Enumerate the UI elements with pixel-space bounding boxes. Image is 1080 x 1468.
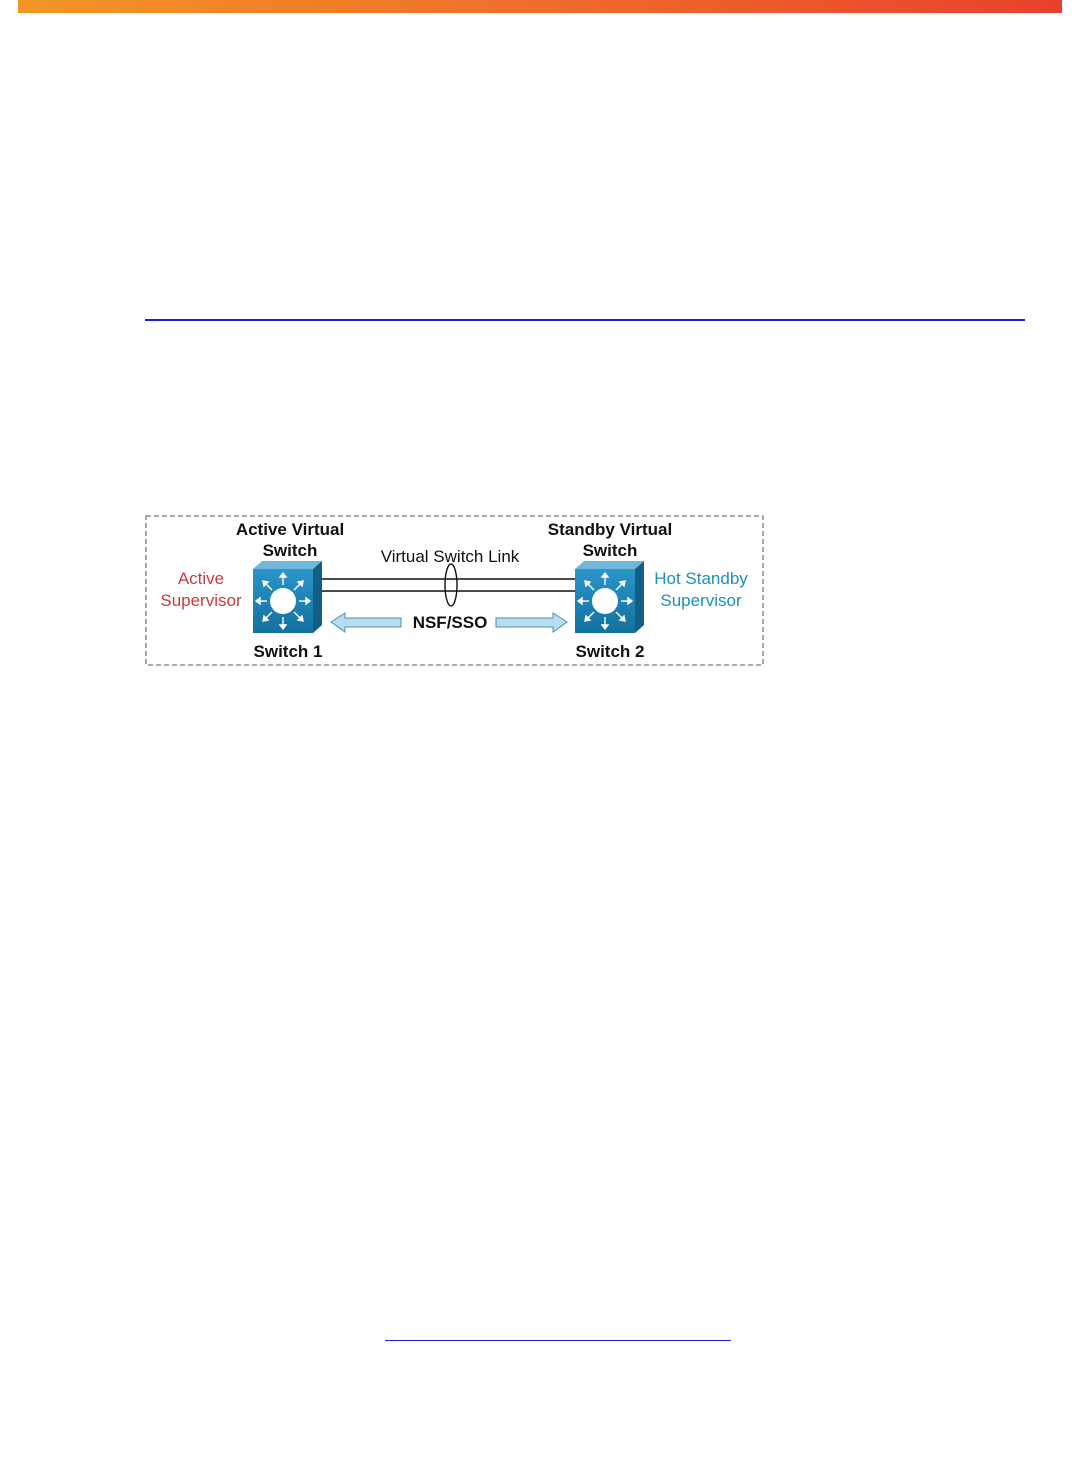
switch1-role-line1: Active Virtual <box>235 520 345 539</box>
header-accent-bar <box>18 0 1062 13</box>
switch-icon <box>575 561 644 633</box>
switch1-supervisor-line2: Supervisor <box>160 591 242 610</box>
switch2-supervisor-line1: Hot Standby <box>654 569 748 588</box>
switch2-role-line2: Switch <box>582 541 638 560</box>
vss-diagram <box>145 515 765 667</box>
nsf-sso-label: NSF/SSO <box>412 613 488 632</box>
switch1-supervisor-line1: Active <box>177 569 225 588</box>
footer-rule <box>385 1340 731 1341</box>
vsl-label: Virtual Switch Link <box>380 547 520 566</box>
switch2-role-line1: Standby Virtual <box>547 520 673 539</box>
switch2-supervisor-line2: Supervisor <box>660 591 742 610</box>
switch2-name: Switch 2 <box>575 642 645 661</box>
vsl-bundle-ellipse <box>445 564 457 606</box>
switch1-name: Switch 1 <box>253 642 323 661</box>
header-rule <box>145 319 1025 321</box>
switch1-role-line2: Switch <box>262 541 318 560</box>
switch-icon <box>253 561 322 633</box>
